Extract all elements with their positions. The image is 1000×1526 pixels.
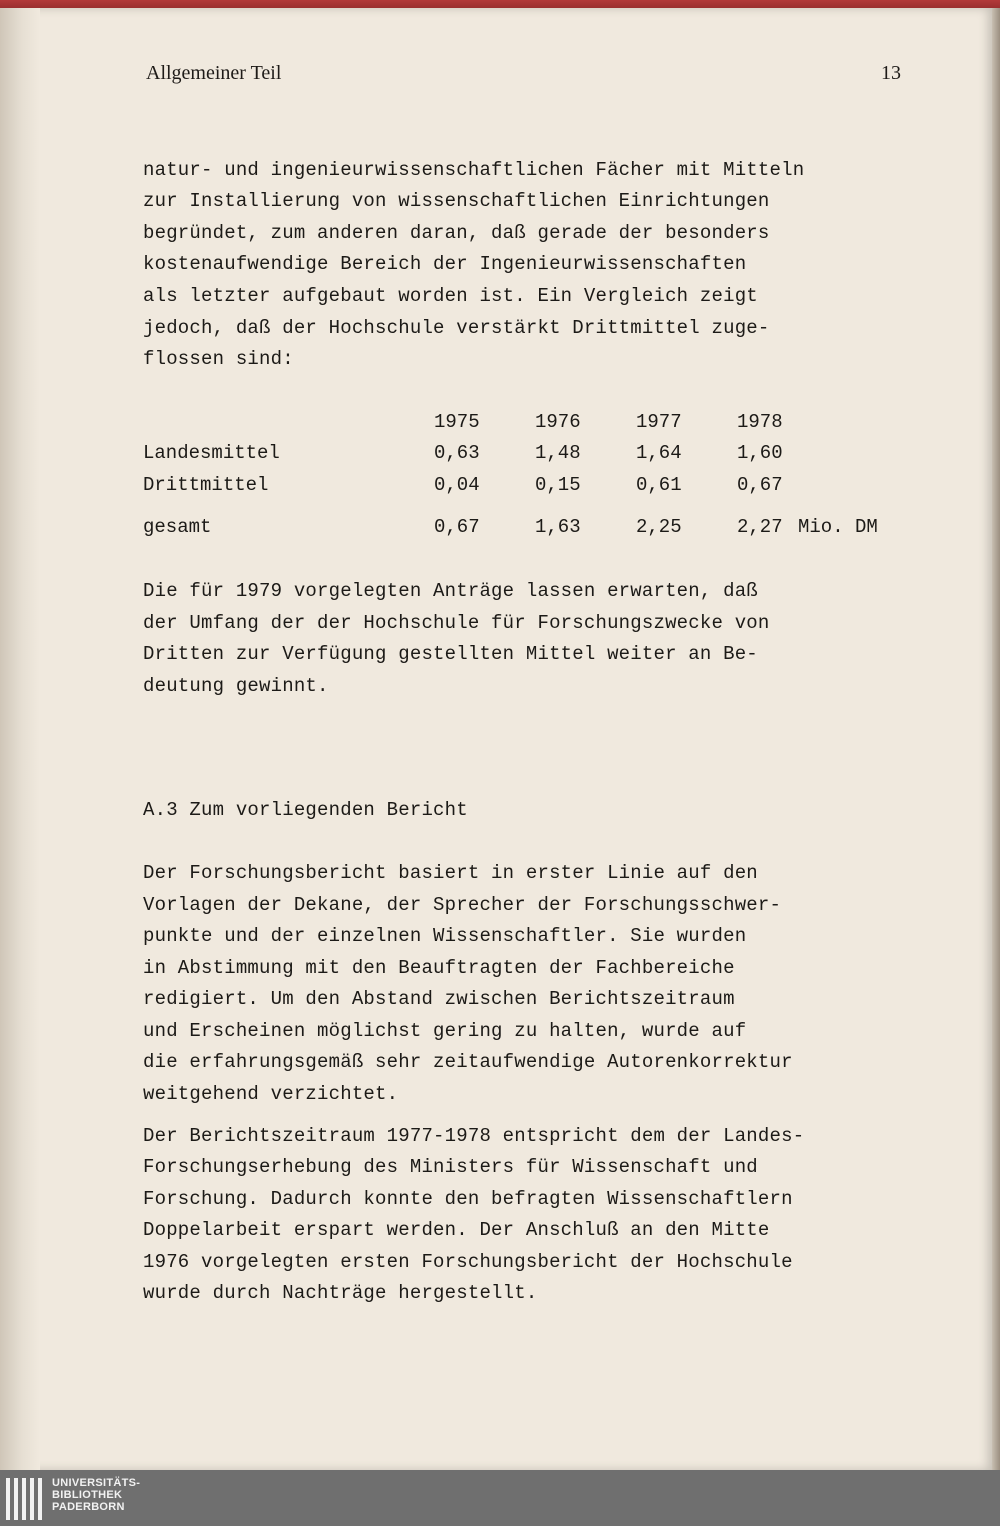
text-line: wurde durch Nachträge hergestellt.	[143, 1282, 538, 1304]
text-line: deutung gewinnt.	[143, 675, 329, 697]
text-line: begründet, zum anderen daran, daß gerade der besonders	[143, 222, 770, 244]
footer-bar	[0, 1470, 1000, 1526]
text-line: zur Installierung von wissenschaftlichen Einrichtungen	[143, 190, 770, 212]
text-line: punkte und der einzelnen Wissenschaftler. Sie wurden	[143, 925, 747, 947]
table-cell: 0,67	[737, 474, 783, 496]
table-cell: 1,48	[535, 442, 581, 464]
text-line: Der Berichtszeitraum 1977-1978 entspricht dem der Landes-	[143, 1125, 805, 1147]
table-cell: 1,60	[737, 442, 783, 464]
library-logo-text	[52, 1477, 140, 1513]
library-logo-icon	[4, 1476, 44, 1522]
logo-line: PADERBORN	[52, 1501, 125, 1513]
row-label-gesamt: gesamt	[143, 516, 212, 538]
table-cell: 1,63	[535, 516, 581, 538]
row-label-drittmittel: Drittmittel	[143, 474, 269, 496]
page-gutter	[0, 8, 40, 1470]
text-line: flossen sind:	[143, 348, 294, 370]
page-edge	[992, 8, 1000, 1470]
text-line: weitgehend verzichtet.	[143, 1083, 399, 1105]
table-cell: 0,61	[636, 474, 682, 496]
row-label-landesmittel: Landesmittel	[143, 442, 280, 464]
text-line: Forschung. Dadurch konnte den befragten Wissenschaftlern	[143, 1188, 793, 1210]
text-line: jedoch, daß der Hochschule verstärkt Drittmittel zuge-	[143, 317, 770, 339]
table-cell: 2,27	[737, 516, 783, 538]
unit-label: Mio. DM	[798, 516, 878, 538]
table-cell: 0,67	[434, 516, 480, 538]
year-header: 1975	[434, 411, 480, 433]
text-line: als letzter aufgebaut worden ist. Ein Vergleich zeigt	[143, 285, 758, 307]
page-number: 13	[881, 62, 901, 84]
text-line: und Erscheinen möglichst gering zu halten, wurde auf	[143, 1020, 747, 1042]
text-line: Forschungserhebung des Ministers für Wissenschaft und	[143, 1156, 758, 1178]
text-line: Doppelarbeit erspart werden. Der Anschluß an den Mitte	[143, 1219, 770, 1241]
year-header: 1977	[636, 411, 682, 433]
logo-line: UNIVERSITÄTS-	[52, 1477, 141, 1489]
year-header: 1978	[737, 411, 783, 433]
table-cell: 0,15	[535, 474, 581, 496]
text-line: in Abstimmung mit den Beauftragten der Fachbereiche	[143, 957, 735, 979]
text-line: natur- und ingenieurwissenschaftlichen Fächer mit Mitteln	[143, 159, 805, 181]
text-line: 1976 vorgelegten ersten Forschungsbericht der Hochschule	[143, 1251, 793, 1273]
table-cell: 0,63	[434, 442, 480, 464]
text-line: redigiert. Um den Abstand zwischen Berichtszeitraum	[143, 988, 735, 1010]
text-line: Die für 1979 vorgelegten Anträge lassen erwarten, daß	[143, 580, 758, 602]
logo-line: BIBLIOTHEK	[52, 1489, 123, 1501]
running-header-title: Allgemeiner Teil	[146, 62, 282, 84]
section-heading: A.3 Zum vorliegenden Bericht	[143, 799, 468, 821]
table-cell: 0,04	[434, 474, 480, 496]
table-cell: 1,64	[636, 442, 682, 464]
text-line: der Umfang der der Hochschule für Forschungszwecke von	[143, 612, 770, 634]
table-cell: 2,25	[636, 516, 682, 538]
text-line: kostenaufwendige Bereich der Ingenieurwissenschaften	[143, 253, 747, 275]
text-line: Dritten zur Verfügung gestellten Mittel weiter an Be-	[143, 643, 758, 665]
year-header: 1976	[535, 411, 581, 433]
text-line: Vorlagen der Dekane, der Sprecher der Forschungsschwer-	[143, 894, 782, 916]
text-line: Der Forschungsbericht basiert in erster Linie auf den	[143, 862, 758, 884]
text-line: die erfahrungsgemäß sehr zeitaufwendige Autorenkorrektur	[143, 1051, 793, 1073]
